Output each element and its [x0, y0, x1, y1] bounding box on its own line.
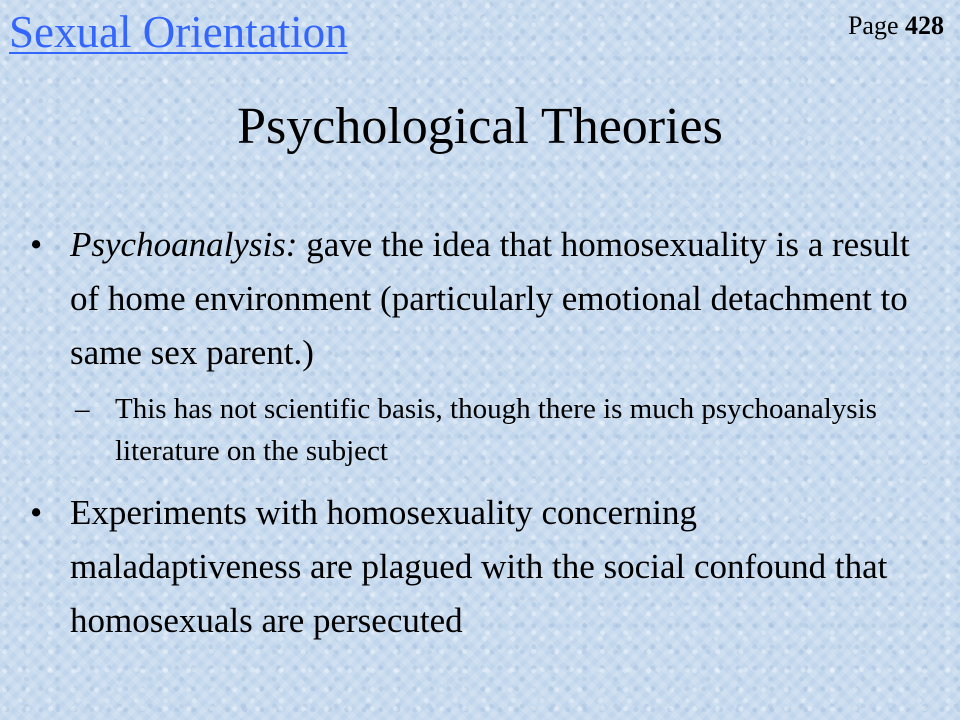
page-label: Page [847, 11, 899, 40]
bullet-marker: • [30, 225, 43, 264]
bullet-experiments [30, 486, 930, 648]
bullet-psychoanalysis [30, 218, 930, 380]
bullet-term: Psychoanalysis: [70, 225, 298, 264]
slide-title: Psychological Theories [237, 98, 723, 155]
bullet-list [30, 218, 930, 648]
page-number: 428 [905, 11, 944, 40]
page-reference [848, 11, 944, 41]
sub-bullet-scientific-basis [30, 388, 930, 472]
sub-bullet-text: This has not scientific basis, though there is much psychoanalysis literature on the subject [115, 393, 877, 467]
bullet-text: gave the idea that homosexuality is a result of home environment (particularly emotional detachment to same sex parent.) [70, 225, 910, 372]
section-link-sexual-orientation[interactable]: Sexual Orientation [9, 7, 348, 57]
bullet-text: Experiments with homosexuality concerning maladaptiveness are plagued with the social confound that homosexuals are persecuted [70, 493, 888, 640]
bullet-marker: • [30, 493, 43, 532]
sub-bullet-marker: – [75, 393, 90, 425]
